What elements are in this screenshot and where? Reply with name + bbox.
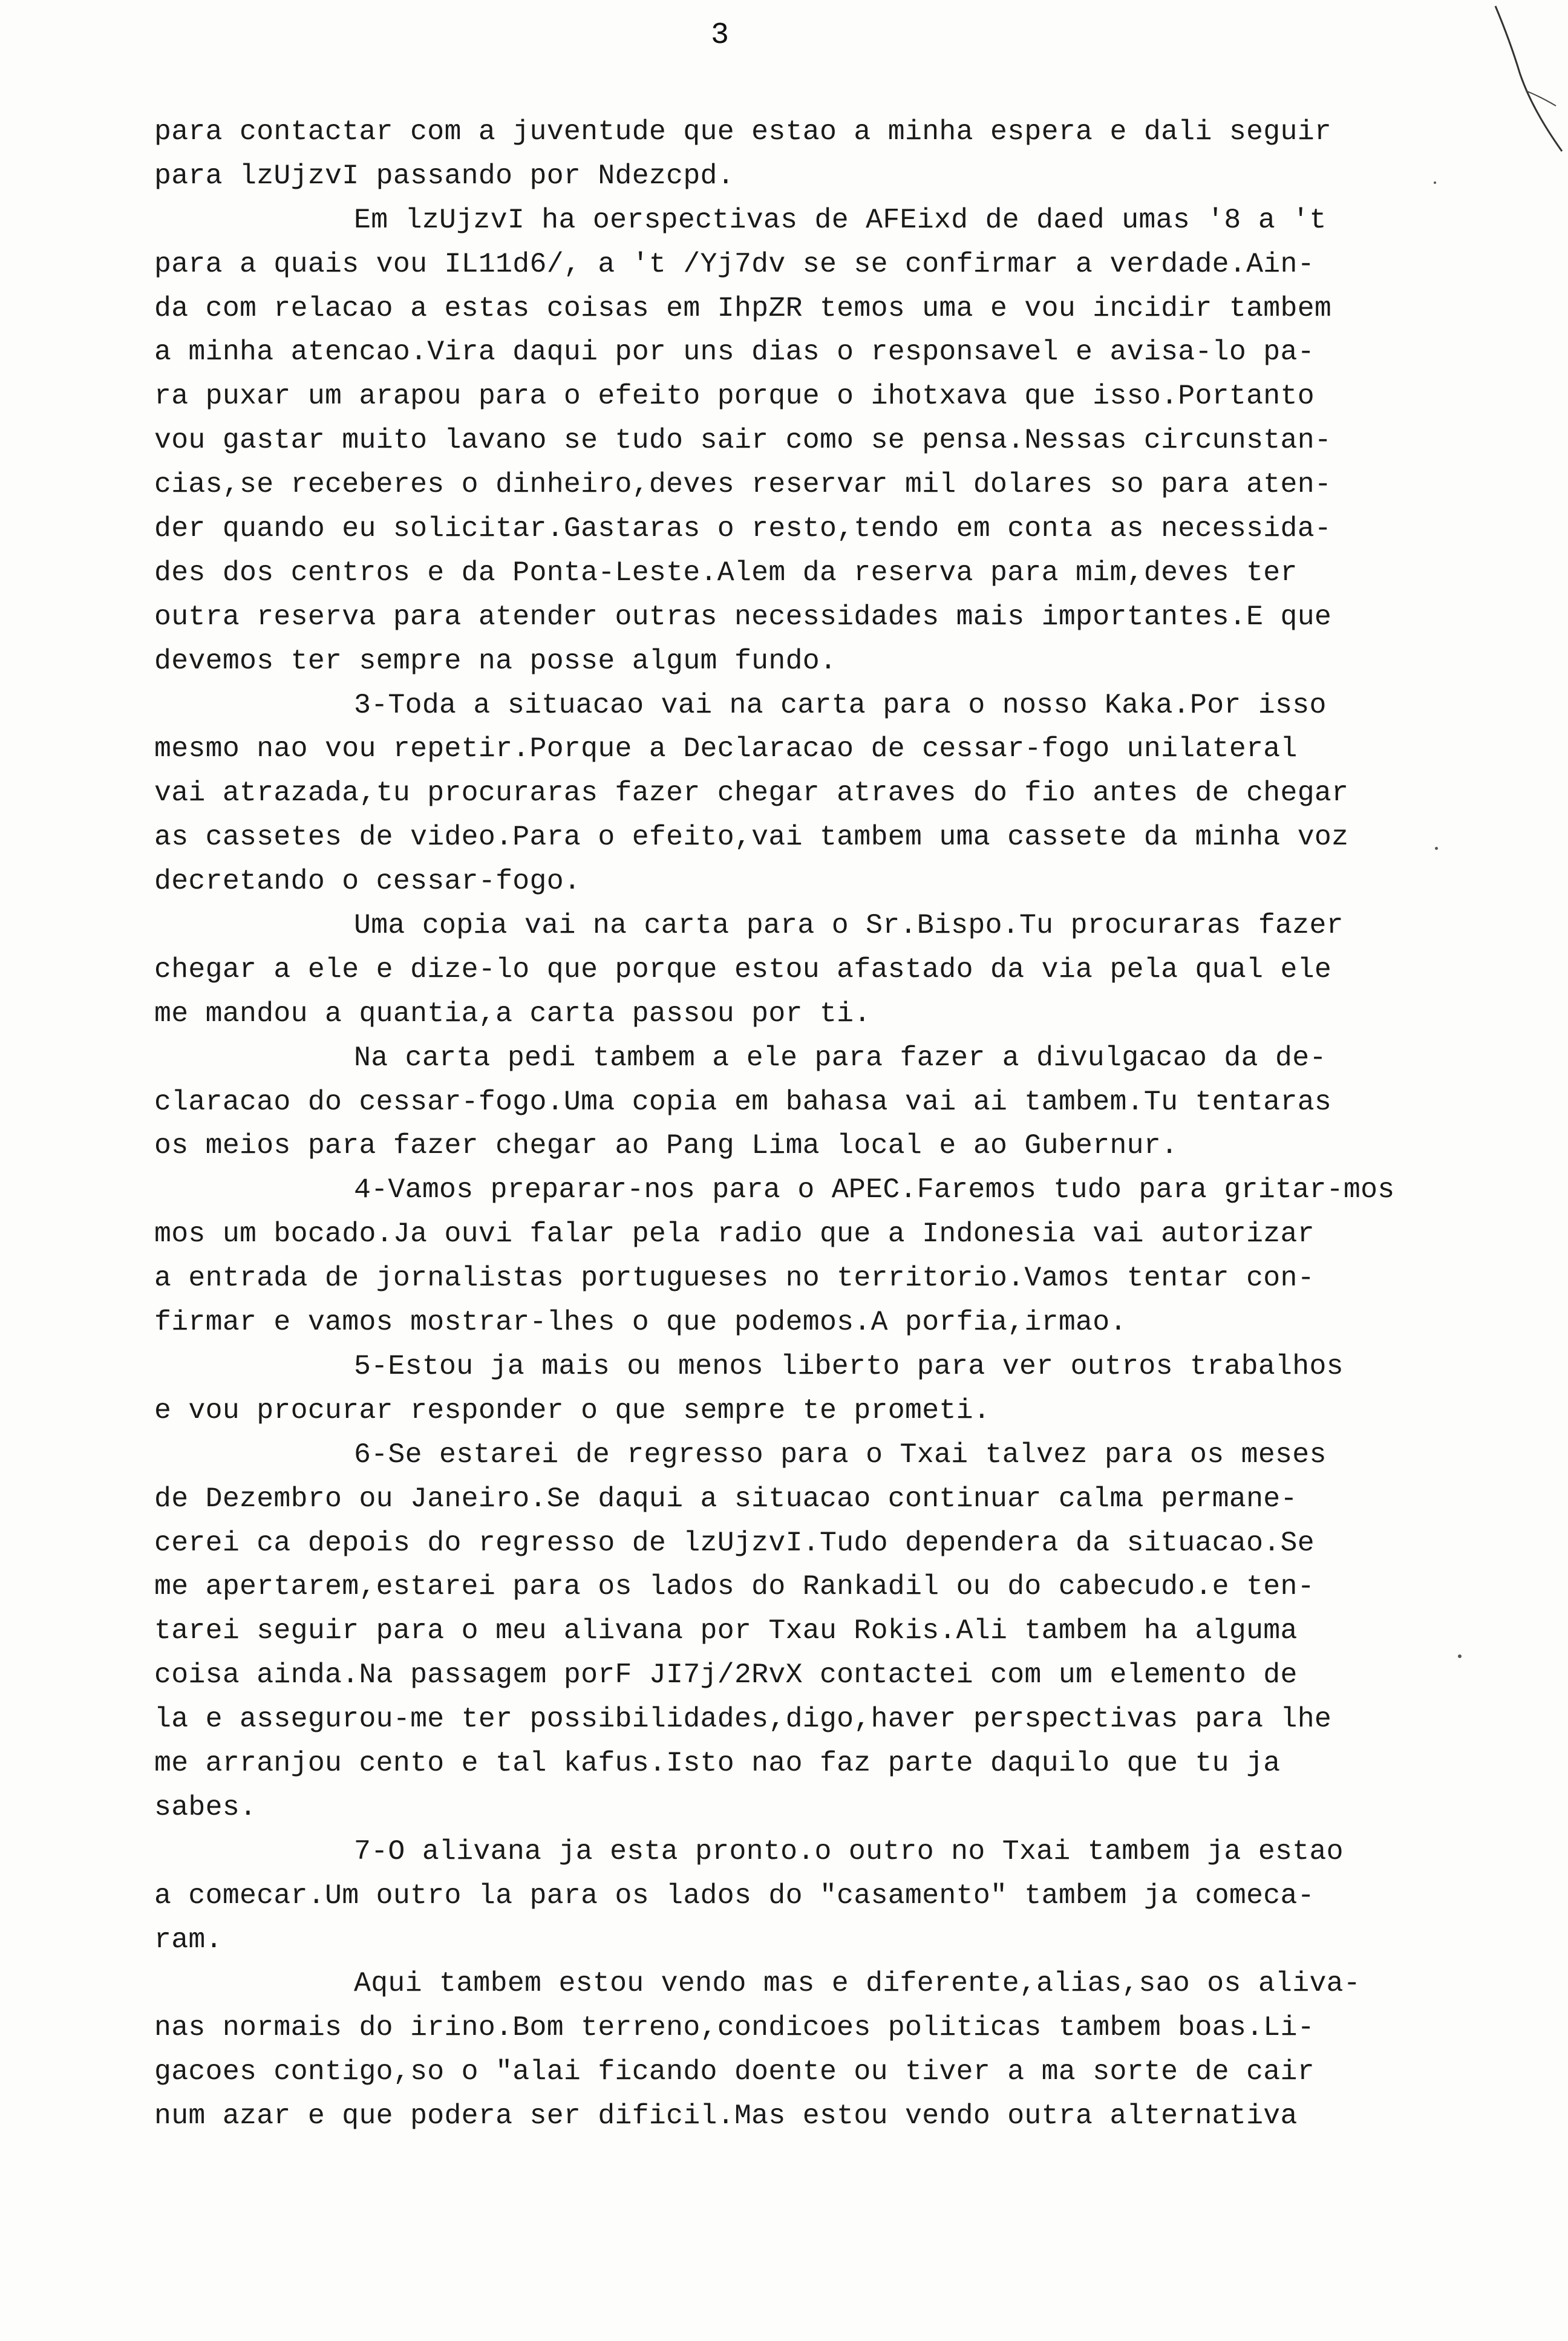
text-line: gacoes contigo,so o "alai ficando doente ou tiver a ma sorte de cair — [154, 2055, 1315, 2088]
scan-speck — [1434, 181, 1436, 184]
text-line: der quando eu solicitar.Gastaras o resto,tendo em conta as necessida- — [154, 512, 1332, 545]
text-line: a minha atencao.Vira daqui por uns dias o responsavel e avisa-lo pa- — [154, 336, 1315, 368]
text-line: devemos ter sempre na posse algum fundo. — [154, 644, 837, 677]
text-line: Aqui tambem estou vendo mas e diferente,alias,sao os aliva- — [354, 1967, 1361, 2000]
text-line: de Dezembro ou Janeiro.Se daqui a situacao continuar calma permane- — [154, 1482, 1298, 1515]
text-line: para a quais vou IL11d6/, a 't /Yj7dv se se confirmar a verdade.Ain- — [154, 247, 1315, 280]
text-line: tarei seguir para o meu alivana por Txau Rokis.Ali tambem ha alguma — [154, 1615, 1298, 1647]
text-line: coisa ainda.Na passagem porF JI7j/2RvX contactei com um elemento de — [154, 1659, 1298, 1691]
text-line: mos um bocado.Ja ouvi falar pela radio que a Indonesia vai autorizar — [154, 1218, 1315, 1250]
text-line: chegar a ele e dize-lo que porque estou afastado da via pela qual ele — [154, 953, 1332, 985]
text-line: ra puxar um arapou para o efeito porque o ihotxava que isso.Portanto — [154, 380, 1315, 413]
text-line: me apertarem,estarei para os lados do Rankadil ou do cabecudo.e ten- — [154, 1570, 1315, 1603]
text-line: 4-Vamos preparar-nos para o APEC.Faremos tudo para gritar-mos — [354, 1174, 1395, 1206]
text-line: nas normais do irino.Bom terreno,condicoes politicas tambem boas.Li- — [154, 2011, 1315, 2044]
text-line: para contactar com a juventude que estao a minha espera e dali seguir — [154, 116, 1332, 148]
text-line: Em lzUjzvI ha oerspectivas de AFEixd de daed umas '8 a 't — [354, 203, 1327, 236]
text-line: cias,se receberes o dinheiro,deves reservar mil dolares so para aten- — [154, 468, 1332, 501]
text-line: vou gastar muito lavano se tudo sair como se pensa.Nessas circunstan- — [154, 424, 1332, 457]
text-line: Uma copia vai na carta para o Sr.Bispo.Tu procuraras fazer — [354, 909, 1344, 942]
text-line: num azar e que podera ser dificil.Mas estou vendo outra alternativa — [154, 2100, 1298, 2132]
text-line: des dos centros e da Ponta-Leste.Alem da reserva para mim,deves ter — [154, 556, 1298, 589]
corner-pen-mark — [1483, 0, 1568, 181]
scan-speck — [1458, 1654, 1462, 1658]
text-line: vai atrazada,tu procuraras fazer chegar atraves do fio antes de chegar — [154, 777, 1349, 809]
text-line: cerei ca depois do regresso de lzUjzvI.Tudo dependera da situacao.Se — [154, 1526, 1315, 1559]
page-number: 3 — [711, 18, 730, 53]
text-line: me arranjou cento e tal kafus.Isto nao faz parte daquilo que tu ja — [154, 1746, 1281, 1779]
text-line: me mandou a quantia,a carta passou por ti. — [154, 997, 871, 1030]
text-line: firmar e vamos mostrar-lhes o que podemos.A porfia,irmao. — [154, 1306, 1127, 1339]
text-line: a comecar.Um outro la para os lados do "casamento" tambem ja comeca- — [154, 1879, 1315, 1912]
text-line: e vou procurar responder o que sempre te prometi. — [154, 1394, 991, 1426]
text-line: sabes. — [154, 1791, 257, 1823]
text-line: para lzUjzvI passando por Ndezcpd. — [154, 159, 734, 192]
text-line: Na carta pedi tambem a ele para fazer a divulgacao da de- — [354, 1041, 1327, 1074]
text-line: 5-Estou ja mais ou menos liberto para ver outros trabalhos — [354, 1350, 1344, 1382]
text-line: decretando o cessar-fogo. — [154, 865, 581, 898]
text-line: mesmo nao vou repetir.Porque a Declaracao de cessar-fogo unilateral — [154, 733, 1298, 765]
text-line: as cassetes de video.Para o efeito,vai tambem uma cassete da minha voz — [154, 821, 1349, 854]
text-line: a entrada de jornalistas portugueses no territorio.Vamos tentar con- — [154, 1262, 1315, 1295]
text-line: claracao do cessar-fogo.Uma copia em bahasa vai ai tambem.Tu tentaras — [154, 1085, 1332, 1118]
typed-letter-body — [154, 110, 1467, 2138]
scan-speck — [1435, 847, 1438, 850]
text-line: da com relacao a estas coisas em IhpZR temos uma e vou incidir tambem — [154, 292, 1332, 324]
text-line: la e assegurou-me ter possibilidades,digo,haver perspectivas para lhe — [154, 1703, 1332, 1735]
text-line: os meios para fazer chegar ao Pang Lima local e ao Gubernur. — [154, 1129, 1178, 1162]
text-line: 6-Se estarei de regresso para o Txai talvez para os meses — [354, 1438, 1327, 1471]
text-line: ram. — [154, 1923, 223, 1956]
text-line: outra reserva para atender outras necessidades mais importantes.E que — [154, 600, 1332, 633]
text-line: 3-Toda a situacao vai na carta para o nosso Kaka.Por isso — [354, 688, 1327, 721]
text-line: 7-O alivana ja esta pronto.o outro no Txai tambem ja estao — [354, 1835, 1344, 1867]
